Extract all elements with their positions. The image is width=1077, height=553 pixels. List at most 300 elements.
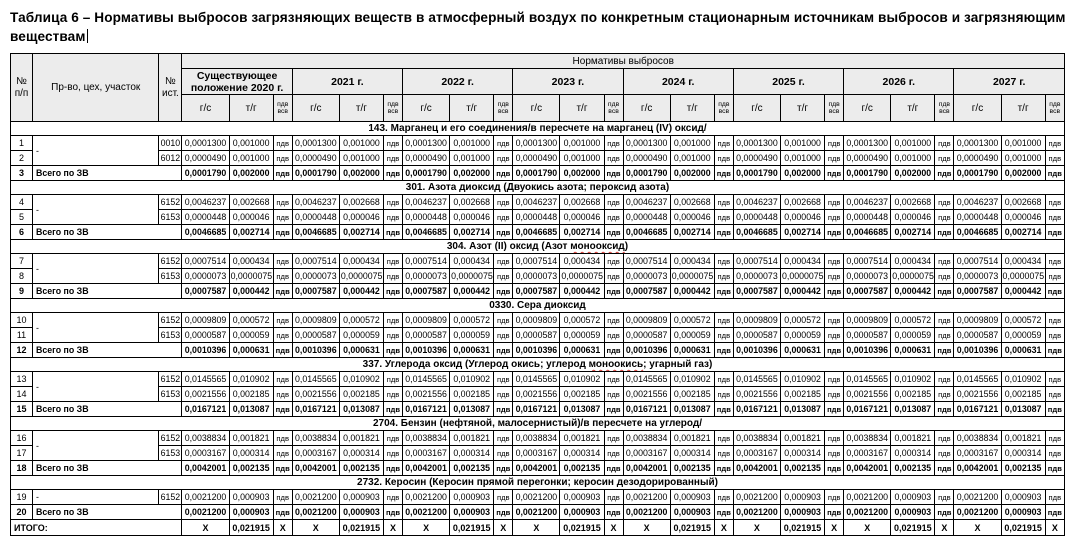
- gs-value: 0,0145565: [733, 372, 780, 387]
- tg-value: 0,000442: [339, 284, 383, 299]
- pdv-label-line1: пдв: [607, 100, 620, 108]
- gs-value: 0,0000490: [182, 151, 229, 166]
- gs-value: 0,0001790: [623, 166, 670, 181]
- tg-value: 0,000903: [229, 505, 273, 520]
- pdv-value: пдв: [494, 166, 513, 181]
- tg-value: 0,000314: [339, 446, 383, 461]
- tg-value: 0,0000075: [891, 269, 935, 284]
- pdv-value: пдв: [935, 225, 954, 240]
- gs-value: 0,0007514: [844, 254, 891, 269]
- tg-value: 0,0000075: [1001, 269, 1045, 284]
- pdv-value: пдв: [825, 254, 844, 269]
- pdv-value: пдв: [1045, 387, 1064, 402]
- pdv-value: пдв: [604, 343, 623, 358]
- tg-value: 0,013087: [780, 402, 824, 417]
- pdv-value: пдв: [383, 166, 402, 181]
- pdv-value: пдв: [604, 402, 623, 417]
- pdv-value: пдв: [714, 269, 733, 284]
- row-number: 18: [11, 461, 33, 476]
- total-row-label: Всего по ЗВ: [33, 402, 182, 417]
- tg-value: 0,002135: [780, 461, 824, 476]
- gs-value: 0,0000448: [292, 210, 339, 225]
- tg-value: 0,000434: [670, 254, 714, 269]
- gs-value: 0,0046237: [403, 195, 450, 210]
- tg-value: 0,001000: [1001, 151, 1045, 166]
- gs-value: 0,0010396: [954, 343, 1001, 358]
- pdv-value: пдв: [273, 254, 292, 269]
- gs-value: 0,0000587: [954, 328, 1001, 343]
- document-title-text: Таблица 6 – Нормативы выбросов загрязняющих веществ в атмосферный воздух по конкретным стационарным источникам выбросов и загрязняющим веществам: [10, 10, 1066, 45]
- pdv-value: пдв: [825, 210, 844, 225]
- pollutant-section-title: 304. Азот (II) оксид (Азот монооксид): [11, 240, 1065, 254]
- source-number: 6012: [159, 151, 182, 166]
- tg-value: 0,000572: [891, 313, 935, 328]
- pdv-value: пдв: [494, 505, 513, 520]
- pdv-value: пдв: [825, 343, 844, 358]
- tg-value: 0,002668: [891, 195, 935, 210]
- gs-value: 0,0001790: [844, 166, 891, 181]
- pdv-label-line1: пдв: [277, 100, 289, 108]
- gs-value: 0,0021200: [292, 505, 339, 520]
- gs-value: 0,0000587: [182, 328, 229, 343]
- gs-value: 0,0010396: [403, 343, 450, 358]
- pdv-value: пдв: [825, 136, 844, 151]
- gs-value: 0,0021200: [733, 505, 780, 520]
- grand-total-row: [11, 520, 1065, 536]
- pdv-value: пдв: [494, 313, 513, 328]
- pdv-value: пдв: [273, 210, 292, 225]
- tg-value: 0,000059: [780, 328, 824, 343]
- table-row: [11, 269, 1065, 284]
- pdv-value: пдв: [1045, 313, 1064, 328]
- gs-value: 0,0010396: [733, 343, 780, 358]
- gs-value: 0,0038834: [182, 431, 229, 446]
- pdv-value: пдв: [714, 328, 733, 343]
- tg-value: 0,002185: [670, 387, 714, 402]
- unit-header-gs: г/с: [182, 95, 229, 122]
- tg-value: 0,002000: [229, 166, 273, 181]
- tg-value: 0,001821: [339, 431, 383, 446]
- pdv-value: пдв: [273, 151, 292, 166]
- tg-value: 0,000572: [560, 313, 604, 328]
- source-number: 6153: [159, 387, 182, 402]
- vsv-label-line2: всв: [1049, 108, 1061, 116]
- pdv-value: пдв: [714, 225, 733, 240]
- gs-value: 0,0021200: [182, 490, 229, 505]
- gs-value: 0,0000448: [844, 210, 891, 225]
- gs-value: 0,0038834: [733, 431, 780, 446]
- gs-value: 0,0000073: [844, 269, 891, 284]
- pdv-value: пдв: [494, 269, 513, 284]
- tg-value: 0,002668: [229, 195, 273, 210]
- unit-header-tg: т/г: [670, 95, 714, 122]
- gs-value: 0,0046685: [733, 225, 780, 240]
- tg-value: 0,000046: [1001, 210, 1045, 225]
- document-title[interactable]: [10, 8, 1067, 46]
- pdv-value: пдв: [383, 269, 402, 284]
- pdv-value: пдв: [825, 225, 844, 240]
- gs-value: 0,0007514: [733, 254, 780, 269]
- tg-value: 0,0000075: [780, 269, 824, 284]
- pdv-value: пдв: [604, 225, 623, 240]
- table-row: [11, 431, 1065, 446]
- tg-value: 0,001000: [891, 136, 935, 151]
- gs-value: 0,0000587: [844, 328, 891, 343]
- gs-value: 0,0038834: [954, 431, 1001, 446]
- tg-value: 0,001000: [339, 136, 383, 151]
- row-number: 13: [11, 372, 33, 387]
- tg-value: 0,000903: [450, 505, 494, 520]
- pdv-value: пдв: [935, 446, 954, 461]
- gs-value: 0,0001300: [292, 136, 339, 151]
- grand-total-label: ИТОГО:: [11, 520, 182, 536]
- tg-value: 0,000572: [1001, 313, 1045, 328]
- pdv-value: пдв: [273, 313, 292, 328]
- tg-value: 0,001000: [670, 136, 714, 151]
- pdv-value: пдв: [383, 210, 402, 225]
- total-row-label: Всего по ЗВ: [33, 225, 182, 240]
- tg-value: 0,013087: [339, 402, 383, 417]
- tg-value: 0,002135: [339, 461, 383, 476]
- tg-value: 0,000046: [339, 210, 383, 225]
- gs-value: 0,0021556: [954, 387, 1001, 402]
- tg-value: 0,000631: [450, 343, 494, 358]
- tg-value: 0,010902: [450, 372, 494, 387]
- pdv-value: пдв: [273, 225, 292, 240]
- tg-value: 0,000903: [891, 505, 935, 520]
- gs-value: 0,0167121: [403, 402, 450, 417]
- pdv-value: пдв: [604, 254, 623, 269]
- pdv-value: пдв: [714, 343, 733, 358]
- pdv-value: пдв: [383, 151, 402, 166]
- gs-value: 0,0001300: [403, 136, 450, 151]
- tg-value: 0,002714: [780, 225, 824, 240]
- pdv-value: пдв: [604, 166, 623, 181]
- pdv-value: пдв: [273, 402, 292, 417]
- gs-value: 0,0021200: [513, 505, 560, 520]
- pdv-value: пдв: [383, 343, 402, 358]
- gs-value: 0,0007587: [954, 284, 1001, 299]
- pdv-value: пдв: [383, 372, 402, 387]
- vsv-label-line2: всв: [498, 108, 509, 116]
- pdv-value: пдв: [383, 402, 402, 417]
- gs-value: 0,0042001: [292, 461, 339, 476]
- pdv-value: пдв: [935, 505, 954, 520]
- grand-total-tg: 0,021915: [670, 520, 714, 536]
- vsv-label-line2: всв: [939, 108, 950, 116]
- year-group-header: [954, 69, 1065, 95]
- pdv-value: пдв: [825, 461, 844, 476]
- pdv-value: пдв: [935, 254, 954, 269]
- pdv-label-line1: пдв: [1049, 100, 1061, 108]
- gs-value: 0,0145565: [954, 372, 1001, 387]
- gs-value: 0,0000073: [513, 269, 560, 284]
- tg-value: 0,000903: [780, 490, 824, 505]
- gs-value: 0,0000587: [513, 328, 560, 343]
- unit-header-gs: г/с: [403, 95, 450, 122]
- pdv-value: пдв: [935, 372, 954, 387]
- year-group-header: [844, 69, 954, 95]
- tg-value: 0,002135: [670, 461, 714, 476]
- table-row: [11, 328, 1065, 343]
- tg-value: 0,002000: [1001, 166, 1045, 181]
- gs-value: 0,0021200: [292, 490, 339, 505]
- pdv-value: пдв: [825, 284, 844, 299]
- gs-value: 0,0007514: [954, 254, 1001, 269]
- tg-value: 0,002000: [670, 166, 714, 181]
- source-number: 6152: [159, 254, 182, 269]
- row-number: 5: [11, 210, 33, 225]
- tg-value: 0,002135: [1001, 461, 1045, 476]
- col-header-row-number: № п/п: [11, 54, 33, 122]
- pdv-value: пдв: [714, 284, 733, 299]
- grand-total-tg: 0,021915: [1001, 520, 1045, 536]
- pdv-value: пдв: [1045, 343, 1064, 358]
- pdv-value: пдв: [935, 431, 954, 446]
- gs-value: 0,0000073: [954, 269, 1001, 284]
- table-row: [11, 210, 1065, 225]
- source-number: 6152: [159, 195, 182, 210]
- gs-value: 0,0000490: [292, 151, 339, 166]
- pollutant-section-row: [11, 240, 1065, 254]
- pdv-value: пдв: [494, 402, 513, 417]
- tg-value: 0,000059: [229, 328, 273, 343]
- text-cursor: [87, 29, 89, 43]
- tg-value: 0,002668: [560, 195, 604, 210]
- grand-total-pdv: X: [714, 520, 733, 536]
- area-cell: -: [33, 313, 159, 343]
- gs-value: 0,0000490: [954, 151, 1001, 166]
- tg-value: 0,000314: [450, 446, 494, 461]
- tg-value: 0,000434: [1001, 254, 1045, 269]
- total-row-label: Всего по ЗВ: [33, 166, 182, 181]
- pdv-value: пдв: [273, 431, 292, 446]
- gs-value: 0,0000448: [403, 210, 450, 225]
- pdv-value: пдв: [273, 269, 292, 284]
- pdv-label-line1: пдв: [828, 100, 840, 108]
- table-row: [11, 313, 1065, 328]
- tg-value: 0,001000: [780, 151, 824, 166]
- pdv-value: пдв: [714, 387, 733, 402]
- pollutant-section-title: 0330. Сера диоксид: [11, 299, 1065, 313]
- tg-value: 0,000442: [560, 284, 604, 299]
- unit-header-pdv: [604, 95, 623, 122]
- tg-value: 0,002135: [891, 461, 935, 476]
- gs-value: 0,0001790: [733, 166, 780, 181]
- gs-value: 0,0046237: [182, 195, 229, 210]
- gs-value: 0,0021556: [182, 387, 229, 402]
- pollutant-section-row: [11, 122, 1065, 136]
- pdv-value: пдв: [935, 136, 954, 151]
- pdv-label-line1: пдв: [497, 100, 509, 108]
- gs-value: 0,0145565: [623, 372, 670, 387]
- tg-value: 0,000434: [450, 254, 494, 269]
- pdv-value: пдв: [494, 195, 513, 210]
- pdv-value: пдв: [714, 446, 733, 461]
- gs-value: 0,0007514: [513, 254, 560, 269]
- total-row-label: Всего по ЗВ: [33, 461, 182, 476]
- pdv-value: пдв: [1045, 431, 1064, 446]
- row-number: 2: [11, 151, 33, 166]
- row-number: 11: [11, 328, 33, 343]
- gs-value: 0,0009809: [844, 313, 891, 328]
- area-cell: -: [33, 490, 159, 505]
- source-number: 6152: [159, 490, 182, 505]
- gs-value: 0,0001300: [844, 136, 891, 151]
- tg-value: 0,001821: [891, 431, 935, 446]
- pdv-value: пдв: [494, 151, 513, 166]
- gs-value: 0,0000073: [623, 269, 670, 284]
- tg-value: 0,001000: [780, 136, 824, 151]
- pdv-value: пдв: [604, 269, 623, 284]
- gs-value: 0,0042001: [403, 461, 450, 476]
- unit-header-tg: т/г: [891, 95, 935, 122]
- gs-value: 0,0021200: [623, 505, 670, 520]
- vsv-label-line2: всв: [718, 108, 730, 116]
- tg-value: 0,001000: [450, 136, 494, 151]
- tg-value: 0,002714: [670, 225, 714, 240]
- pdv-value: пдв: [714, 254, 733, 269]
- pollutant-section-title: 337. Углерода оксид (Углерод окись; углерод моноокись; угарный газ): [11, 358, 1065, 372]
- tg-value: 0,002714: [450, 225, 494, 240]
- gs-value: 0,0010396: [182, 343, 229, 358]
- gs-value: 0,0167121: [182, 402, 229, 417]
- pdv-value: пдв: [383, 136, 402, 151]
- tg-value: 0,002714: [560, 225, 604, 240]
- vsv-label-line2: всв: [828, 108, 840, 116]
- gs-value: 0,0021200: [403, 505, 450, 520]
- tg-value: 0,001821: [560, 431, 604, 446]
- tg-value: 0,002135: [560, 461, 604, 476]
- misspelled-word: монооксид: [570, 241, 625, 253]
- gs-value: 0,0001300: [513, 136, 560, 151]
- pdv-value: пдв: [714, 313, 733, 328]
- unit-header-pdv: [273, 95, 292, 122]
- pdv-label-line1: пдв: [938, 100, 951, 108]
- pollutant-section-row: [11, 417, 1065, 431]
- misspelled-word: моноокись: [588, 359, 644, 371]
- row-number: 15: [11, 402, 33, 417]
- tg-value: 0,000631: [229, 343, 273, 358]
- gs-value: 0,0000587: [292, 328, 339, 343]
- gs-value: 0,0046685: [182, 225, 229, 240]
- grand-total-pdv: X: [604, 520, 623, 536]
- tg-value: 0,000314: [560, 446, 604, 461]
- tg-value: 0,000903: [891, 490, 935, 505]
- gs-value: 0,0038834: [403, 431, 450, 446]
- gs-value: 0,0046685: [844, 225, 891, 240]
- gs-value: 0,0007514: [623, 254, 670, 269]
- total-row-label: Всего по ЗВ: [33, 284, 182, 299]
- tg-value: 0,000434: [339, 254, 383, 269]
- pdv-value: пдв: [494, 343, 513, 358]
- row-number: 19: [11, 490, 33, 505]
- grand-total-tg: 0,021915: [339, 520, 383, 536]
- grand-total-pdv: X: [494, 520, 513, 536]
- gs-value: 0,0007587: [182, 284, 229, 299]
- pdv-value: пдв: [494, 431, 513, 446]
- tg-value: 0,013087: [560, 402, 604, 417]
- tg-value: 0,002668: [780, 195, 824, 210]
- tg-value: 0,013087: [229, 402, 273, 417]
- tg-value: 0,013087: [1001, 402, 1045, 417]
- pollutant-section-row: [11, 476, 1065, 490]
- tg-value: 0,002000: [560, 166, 604, 181]
- gs-value: 0,0145565: [403, 372, 450, 387]
- tg-value: 0,000314: [891, 446, 935, 461]
- grand-total-gs: X: [182, 520, 229, 536]
- area-cell: -: [33, 431, 159, 461]
- pdv-value: пдв: [604, 210, 623, 225]
- pdv-value: пдв: [1045, 446, 1064, 461]
- gs-value: 0,0010396: [292, 343, 339, 358]
- grand-total-tg: 0,021915: [229, 520, 273, 536]
- tg-value: 0,0000075: [560, 269, 604, 284]
- tg-value: 0,010902: [891, 372, 935, 387]
- total-row: [11, 505, 1065, 520]
- gs-value: 0,0167121: [513, 402, 560, 417]
- tg-value: 0,000046: [450, 210, 494, 225]
- tg-value: 0,002000: [780, 166, 824, 181]
- unit-header-tg: т/г: [450, 95, 494, 122]
- total-row: [11, 225, 1065, 240]
- pdv-value: пдв: [494, 254, 513, 269]
- tg-value: 0,002185: [339, 387, 383, 402]
- gs-value: 0,0007514: [292, 254, 339, 269]
- gs-value: 0,0042001: [513, 461, 560, 476]
- gs-value: 0,0021556: [844, 387, 891, 402]
- gs-value: 0,0000587: [403, 328, 450, 343]
- tg-value: 0,0000075: [450, 269, 494, 284]
- tg-value: 0,000442: [450, 284, 494, 299]
- row-number: 3: [11, 166, 33, 181]
- gs-value: 0,0046685: [623, 225, 670, 240]
- pdv-value: пдв: [383, 313, 402, 328]
- row-number: 4: [11, 195, 33, 210]
- gs-value: 0,0007514: [403, 254, 450, 269]
- unit-header-tg: т/г: [229, 95, 273, 122]
- pollutant-section-title: 301. Азота диоксид (Двуокись азота; пероксид азота): [11, 181, 1065, 195]
- source-number: 6152: [159, 372, 182, 387]
- pdv-value: пдв: [273, 372, 292, 387]
- source-number: 6152: [159, 313, 182, 328]
- pdv-value: пдв: [1045, 372, 1064, 387]
- gs-value: 0,0007587: [844, 284, 891, 299]
- row-number: 6: [11, 225, 33, 240]
- tg-value: 0,002185: [780, 387, 824, 402]
- pdv-value: пдв: [935, 284, 954, 299]
- tg-value: 0,000059: [450, 328, 494, 343]
- tg-value: 0,001000: [560, 136, 604, 151]
- pdv-value: пдв: [383, 387, 402, 402]
- gs-value: 0,0000490: [513, 151, 560, 166]
- pdv-value: пдв: [273, 284, 292, 299]
- tg-value: 0,001000: [670, 151, 714, 166]
- tg-value: 0,002135: [450, 461, 494, 476]
- gs-value: 0,0000448: [954, 210, 1001, 225]
- row-number: 20: [11, 505, 33, 520]
- gs-value: 0,0038834: [844, 431, 891, 446]
- tg-value: 0,000442: [229, 284, 273, 299]
- gs-value: 0,0042001: [844, 461, 891, 476]
- pdv-value: пдв: [604, 372, 623, 387]
- pdv-value: пдв: [604, 387, 623, 402]
- source-number: 6153: [159, 210, 182, 225]
- gs-value: 0,0003167: [623, 446, 670, 461]
- gs-value: 0,0007587: [623, 284, 670, 299]
- year-group-header: [182, 69, 292, 95]
- gs-value: 0,0001300: [623, 136, 670, 151]
